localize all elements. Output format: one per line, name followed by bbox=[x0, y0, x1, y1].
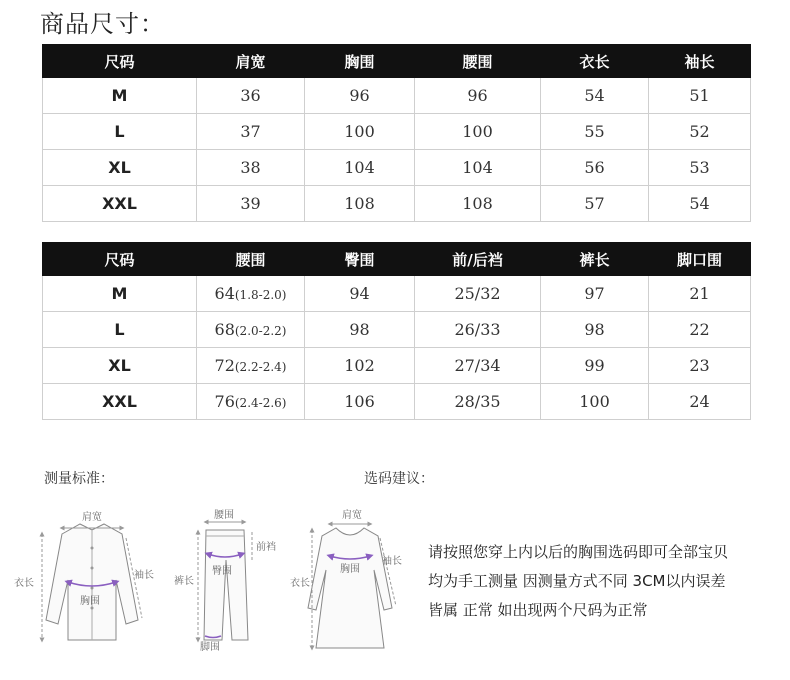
pants-length-label: 裤长 bbox=[174, 576, 194, 587]
table-header-row bbox=[43, 243, 751, 276]
column-header: 腰围 bbox=[415, 45, 541, 78]
table-cell: L bbox=[43, 114, 197, 150]
table-cell: 102 bbox=[305, 348, 415, 384]
table-cell: 108 bbox=[415, 186, 541, 222]
table-cell: 56 bbox=[541, 150, 649, 186]
table-cell: 98 bbox=[541, 312, 649, 348]
column-header: 腰围 bbox=[197, 243, 305, 276]
waist-value: 72 bbox=[214, 356, 235, 375]
table-row bbox=[43, 186, 751, 222]
table-row bbox=[43, 384, 751, 420]
table-cell: 24 bbox=[649, 384, 751, 420]
table-cell: 22 bbox=[649, 312, 751, 348]
table-cell: 106 bbox=[305, 384, 415, 420]
table-cell: 96 bbox=[305, 78, 415, 114]
table-cell bbox=[197, 348, 305, 384]
table-row bbox=[43, 114, 751, 150]
column-header: 袖长 bbox=[649, 45, 751, 78]
column-header: 臀围 bbox=[305, 243, 415, 276]
size-advice-label: 选码建议： bbox=[364, 471, 434, 487]
table-row bbox=[43, 312, 751, 348]
column-header: 前/后裆 bbox=[415, 243, 541, 276]
table-cell: 100 bbox=[305, 114, 415, 150]
table-cell: 23 bbox=[649, 348, 751, 384]
table-row bbox=[43, 150, 751, 186]
column-header: 裤长 bbox=[541, 243, 649, 276]
shirt-chest-label: 胸围 bbox=[80, 596, 100, 607]
measure-standard-label: 测量标准： bbox=[44, 471, 114, 487]
button bbox=[91, 547, 94, 550]
column-header: 衣长 bbox=[541, 45, 649, 78]
bottom-size-table bbox=[42, 242, 751, 420]
table-cell: 53 bbox=[649, 150, 751, 186]
column-header: 尺码 bbox=[43, 45, 197, 78]
table-row bbox=[43, 276, 751, 312]
table-cell bbox=[197, 312, 305, 348]
table-cell: 97 bbox=[541, 276, 649, 312]
table-cell: M bbox=[43, 276, 197, 312]
table-cell: 57 bbox=[541, 186, 649, 222]
dress-diagram bbox=[290, 508, 402, 648]
table-cell: 28/35 bbox=[415, 384, 541, 420]
dress-outline bbox=[308, 528, 392, 648]
table-cell: 98 bbox=[305, 312, 415, 348]
pants-rise-label: 前裆 bbox=[256, 542, 276, 553]
table-cell: 51 bbox=[649, 78, 751, 114]
top-size-table bbox=[42, 44, 751, 222]
table-cell: 96 bbox=[415, 78, 541, 114]
page-title: 商品尺寸： bbox=[40, 10, 165, 38]
waist-range: (2.2-2.4) bbox=[234, 360, 287, 374]
shirt-shoulder-label: 肩宽 bbox=[82, 512, 102, 523]
button bbox=[91, 587, 94, 590]
column-header: 脚口围 bbox=[649, 243, 751, 276]
table-cell: 27/34 bbox=[415, 348, 541, 384]
dress-length-label: 衣长 bbox=[290, 578, 310, 589]
table-cell: 52 bbox=[649, 114, 751, 150]
table-row bbox=[43, 78, 751, 114]
table-cell bbox=[197, 276, 305, 312]
waist-value: 68 bbox=[214, 320, 235, 339]
table-cell: 104 bbox=[305, 150, 415, 186]
advice-line: 均为手工测量 因测量方式不同 3CM以内误差 bbox=[428, 572, 726, 590]
table-cell: 94 bbox=[305, 276, 415, 312]
shirt-length-label: 衣长 bbox=[14, 578, 34, 589]
table-cell: XL bbox=[43, 150, 197, 186]
advice-line: 请按照您穿上内以后的胸围选码即可全部宝贝 bbox=[428, 543, 729, 561]
table-cell: 36 bbox=[197, 78, 305, 114]
pants-diagram bbox=[174, 509, 276, 653]
table-cell: 26/33 bbox=[415, 312, 541, 348]
pants-waist-label: 腰围 bbox=[214, 510, 234, 521]
waist-range: (1.8-2.0) bbox=[234, 288, 287, 302]
column-header: 尺码 bbox=[43, 243, 197, 276]
table-cell: 21 bbox=[649, 276, 751, 312]
column-header: 肩宽 bbox=[197, 45, 305, 78]
dress-chest-label: 胸围 bbox=[340, 564, 360, 575]
table-cell: XXL bbox=[43, 186, 197, 222]
shirt-sleeve-label: 袖长 bbox=[134, 570, 154, 581]
table-cell: 55 bbox=[541, 114, 649, 150]
table-cell: 100 bbox=[415, 114, 541, 150]
table-cell: M bbox=[43, 78, 197, 114]
table-row bbox=[43, 348, 751, 384]
button bbox=[91, 567, 94, 570]
waist-range: (2.4-2.6) bbox=[234, 396, 287, 410]
table-cell: 108 bbox=[305, 186, 415, 222]
measurement-diagrams bbox=[0, 490, 420, 670]
table-cell: L bbox=[43, 312, 197, 348]
pants-hem-label: 脚围 bbox=[200, 642, 220, 653]
table-cell: 100 bbox=[541, 384, 649, 420]
column-header: 胸围 bbox=[305, 45, 415, 78]
table-cell: XL bbox=[43, 348, 197, 384]
dress-shoulder-label: 肩宽 bbox=[342, 510, 362, 521]
table-cell: 39 bbox=[197, 186, 305, 222]
table-cell: 104 bbox=[415, 150, 541, 186]
shirt-diagram bbox=[14, 510, 154, 640]
pants-hip-label: 臀围 bbox=[212, 566, 232, 577]
pants-outline bbox=[204, 530, 248, 640]
size-advice-text bbox=[428, 538, 768, 625]
waist-range: (2.0-2.2) bbox=[234, 324, 287, 338]
waist-value: 76 bbox=[214, 392, 235, 411]
table-cell: 37 bbox=[197, 114, 305, 150]
table-cell: 54 bbox=[541, 78, 649, 114]
table-cell: 25/32 bbox=[415, 276, 541, 312]
table-cell: XXL bbox=[43, 384, 197, 420]
advice-line: 皆属 正常 如出现两个尺码为正常 bbox=[428, 601, 648, 619]
table-cell bbox=[197, 384, 305, 420]
dress-sleeve-label: 袖长 bbox=[382, 556, 402, 567]
table-cell: 38 bbox=[197, 150, 305, 186]
table-header-row bbox=[43, 45, 751, 78]
waist-value: 64 bbox=[214, 284, 235, 303]
table-cell: 99 bbox=[541, 348, 649, 384]
table-cell: 54 bbox=[649, 186, 751, 222]
